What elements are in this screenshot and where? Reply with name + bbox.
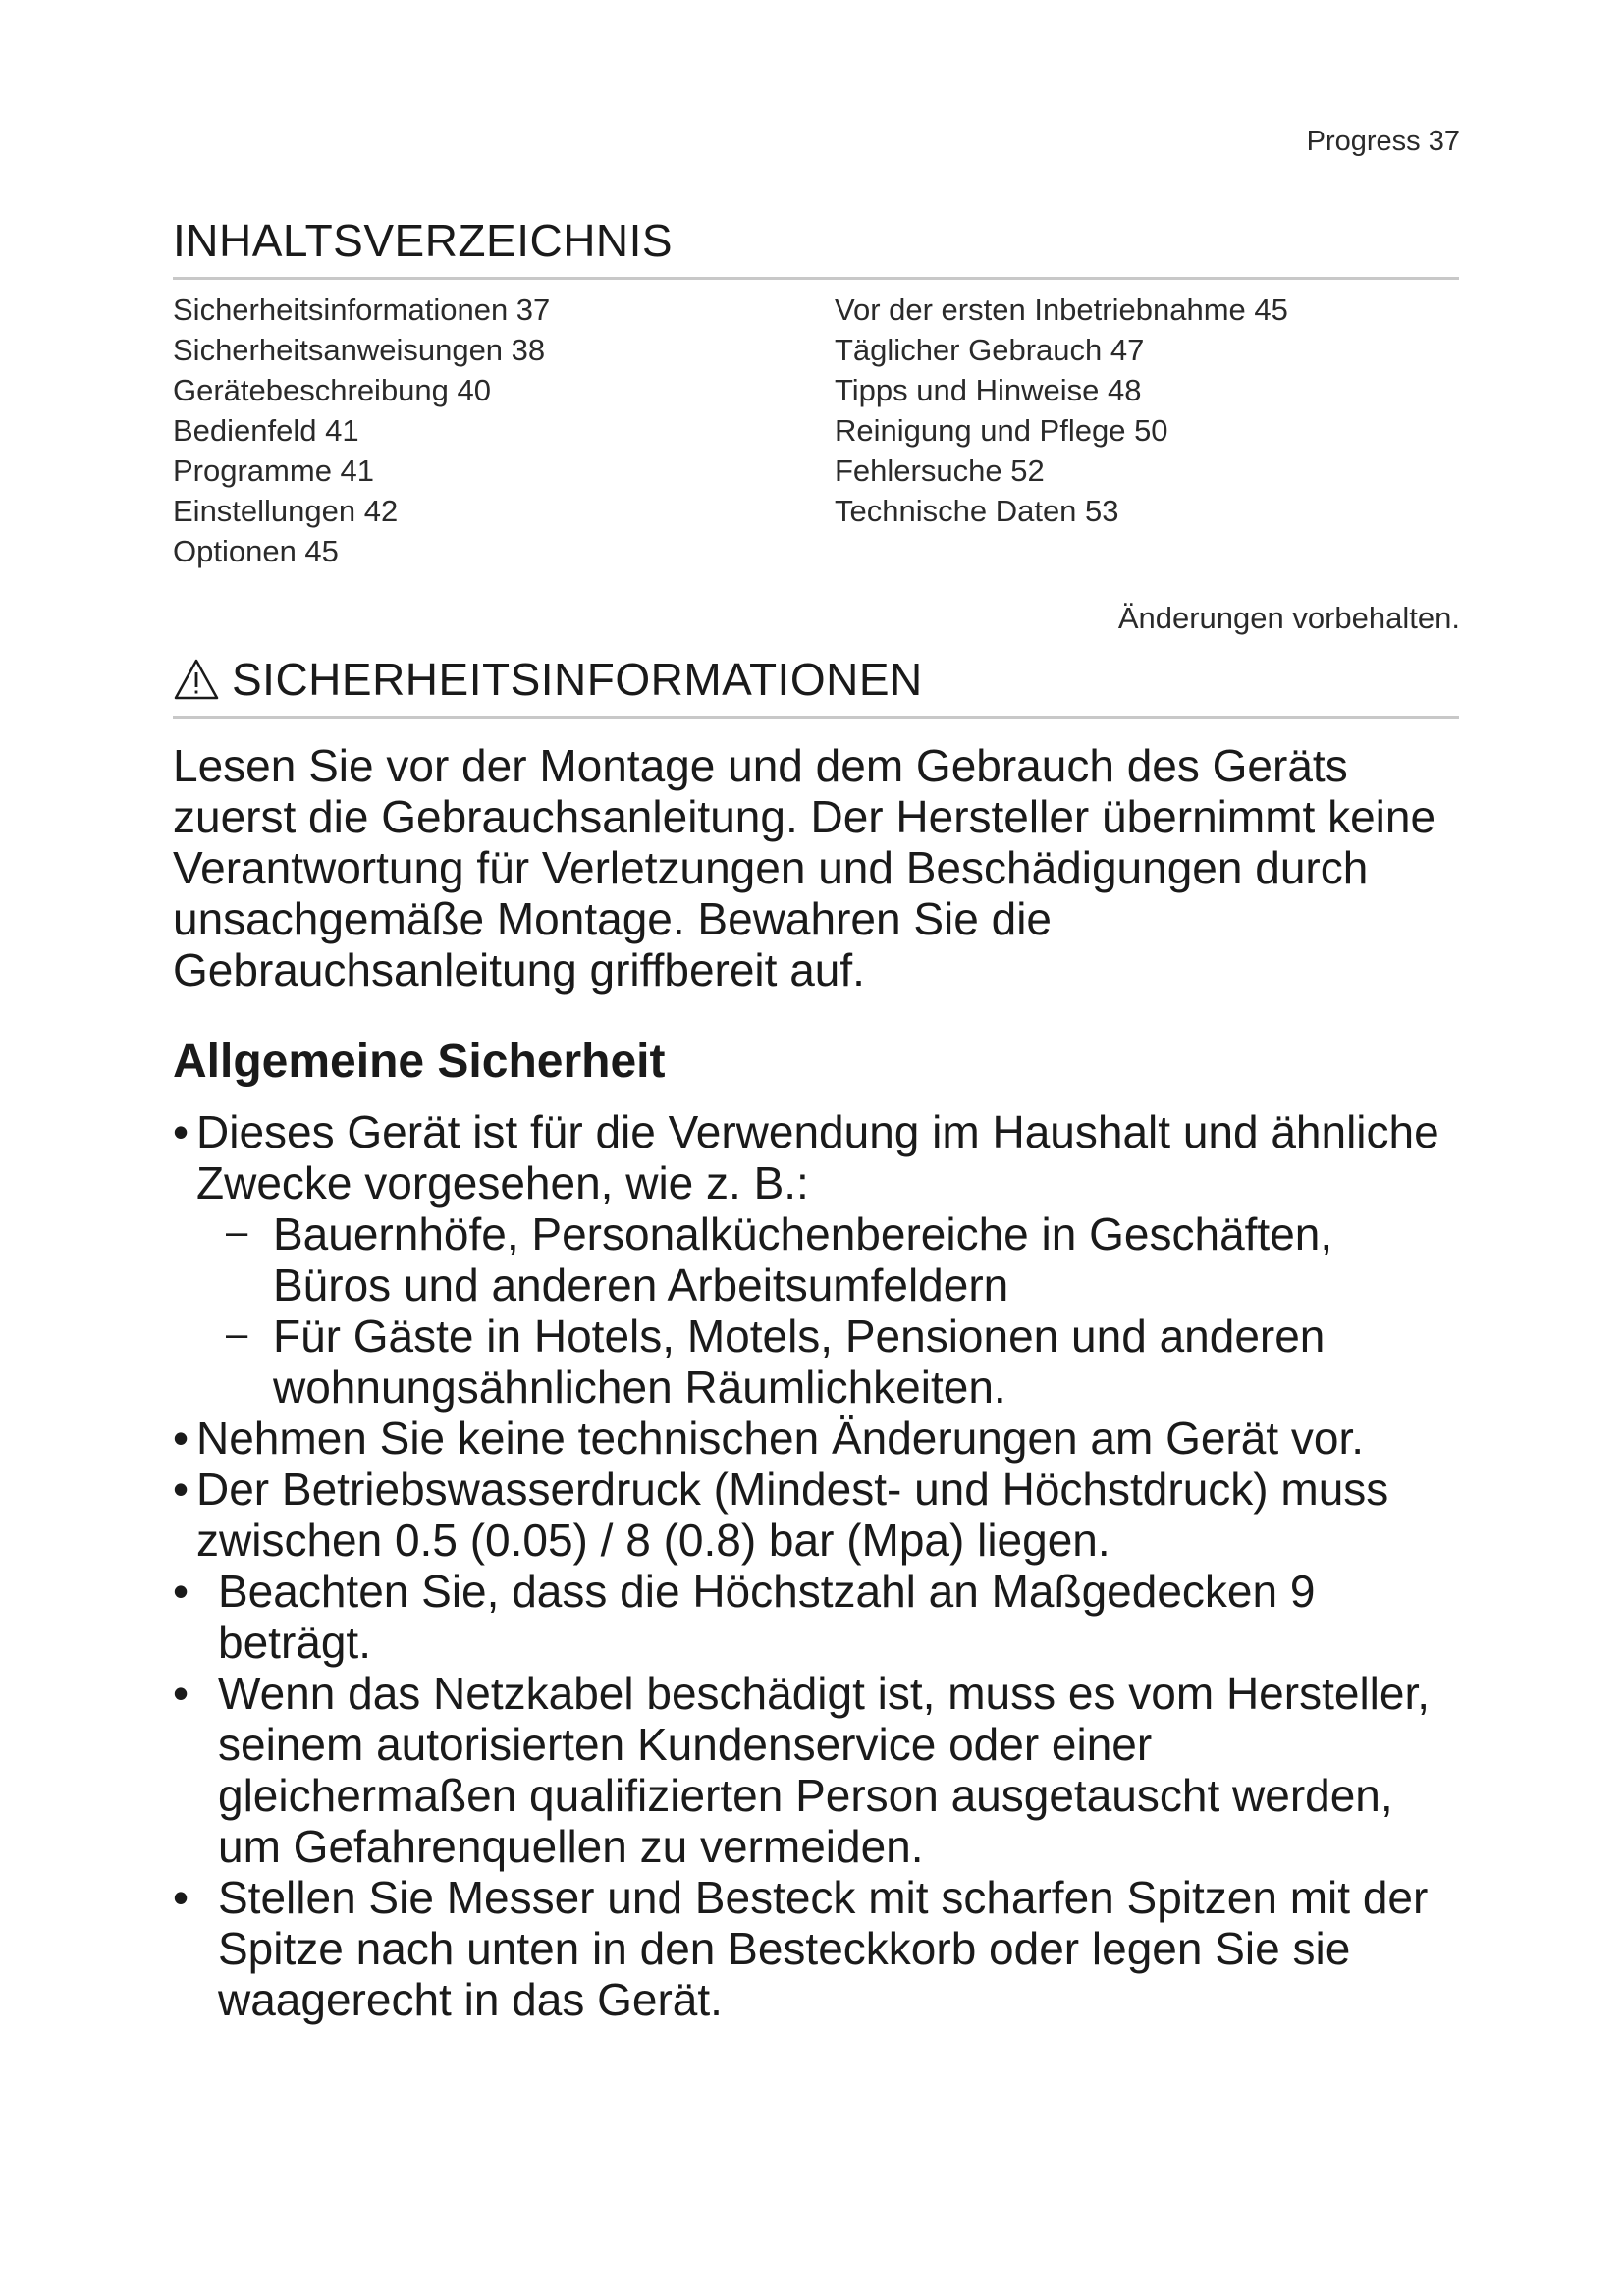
sub-list-item: [226, 1310, 1459, 1413]
sub-list: [196, 1208, 1459, 1413]
toc-left-column: [173, 290, 835, 571]
toc-columns: [173, 290, 1459, 571]
safety-information-section: [173, 653, 1459, 2025]
warning-triangle-icon: [173, 658, 220, 701]
page-header: Progress 37: [1306, 126, 1460, 157]
toc-item[interactable]: Tipps und Hinweise 48: [835, 373, 1142, 407]
bullet-icon: •: [173, 1668, 189, 1719]
safety-title-row: [173, 653, 1459, 719]
bullet-text: Wenn das Netzkabel beschädigt ist, muss es vom Hersteller, seinem autorisierten Kundenservice oder einer gleichermaßen qualifizierten Person ausgetauscht werden, um Gefahrenquellen zu vermeiden.: [218, 1668, 1431, 1872]
dash-icon: –: [226, 1210, 248, 1254]
list-item: [173, 1566, 1459, 1668]
toc-item[interactable]: Reinigung und Pflege 50: [835, 413, 1168, 448]
dash-icon: –: [226, 1312, 248, 1356]
toc-item[interactable]: Gerätebeschreibung 40: [173, 373, 492, 407]
bullet-text: Der Betriebswasserdruck (Mindest- und Höchstdruck) muss zwischen 0.5 (0.05) / 8 (0.8) bar (Mpa) liegen.: [196, 1464, 1389, 1566]
toc-item[interactable]: Vor der ersten Inbetriebnahme 45: [835, 293, 1288, 327]
list-item: [173, 1464, 1459, 1566]
bullet-icon: •: [173, 1413, 189, 1464]
toc-item[interactable]: Programme 41: [173, 454, 375, 488]
changes-reserved-note: Änderungen vorbehalten.: [1117, 601, 1460, 635]
bullet-icon: •: [173, 1464, 189, 1515]
bullet-text: Stellen Sie Messer und Besteck mit scharfen Spitzen mit der Spitze nach unten in den Besteckkorb oder legen Sie sie waagerecht in das Gerät.: [218, 1872, 1429, 2025]
safety-title: SICHERHEITSINFORMATIONEN: [232, 654, 923, 705]
sub-list-item: [226, 1208, 1459, 1310]
table-of-contents: [173, 214, 1459, 571]
toc-item[interactable]: Einstellungen 42: [173, 494, 399, 528]
toc-item[interactable]: Sicherheitsanweisungen 38: [173, 333, 546, 367]
general-safety-heading: Allgemeine Sicherheit: [173, 1036, 666, 1088]
sub-item-text: Bauernhöfe, Personalküchenbereiche in Geschäften, Büros und anderen Arbeitsumfeldern: [273, 1208, 1333, 1310]
bullet-text: Beachten Sie, dass die Höchstzahl an Maßgedecken 9 beträgt.: [218, 1566, 1316, 1668]
list-item: [173, 1413, 1459, 1464]
bullet-icon: •: [173, 1106, 189, 1157]
toc-item[interactable]: Fehlersuche 52: [835, 454, 1045, 488]
bullet-text: Dieses Gerät ist für die Verwendung im Haushalt und ähnliche Zwecke vorgesehen, wie z. B.:: [196, 1106, 1439, 1208]
toc-item[interactable]: Technische Daten 53: [835, 494, 1119, 528]
toc-item[interactable]: Bedienfeld 41: [173, 413, 359, 448]
toc-item[interactable]: Sicherheitsinformationen 37: [173, 293, 551, 327]
safety-intro-paragraph: Lesen Sie vor der Montage und dem Gebrauch des Geräts zuerst die Gebrauchsanleitung. Der Hersteller übernimmt keine Verantwortung für Verletzungen und Beschädigungen durch unsachgemäße Montage. Bewahren Sie die Gebrauchsanleitung griffbereit auf.: [173, 740, 1436, 995]
bullet-icon: •: [173, 1566, 189, 1617]
toc-item[interactable]: Täglicher Gebrauch 47: [835, 333, 1145, 367]
toc-right-column: [835, 290, 1288, 571]
bullet-text: Nehmen Sie keine technischen Änderungen am Gerät vor.: [196, 1413, 1365, 1464]
toc-item[interactable]: Optionen 45: [173, 534, 339, 568]
bullet-icon: •: [173, 1872, 189, 1923]
list-item: [173, 1668, 1459, 1872]
sub-item-text: Für Gäste in Hotels, Motels, Pensionen und anderen wohnungsähnlichen Räumlichkeiten.: [273, 1310, 1326, 1413]
safety-bullet-list: [173, 1106, 1459, 2025]
toc-title: INHALTSVERZEICHNIS: [173, 214, 1459, 280]
list-item: [173, 1872, 1459, 2025]
list-item: [173, 1106, 1459, 1413]
